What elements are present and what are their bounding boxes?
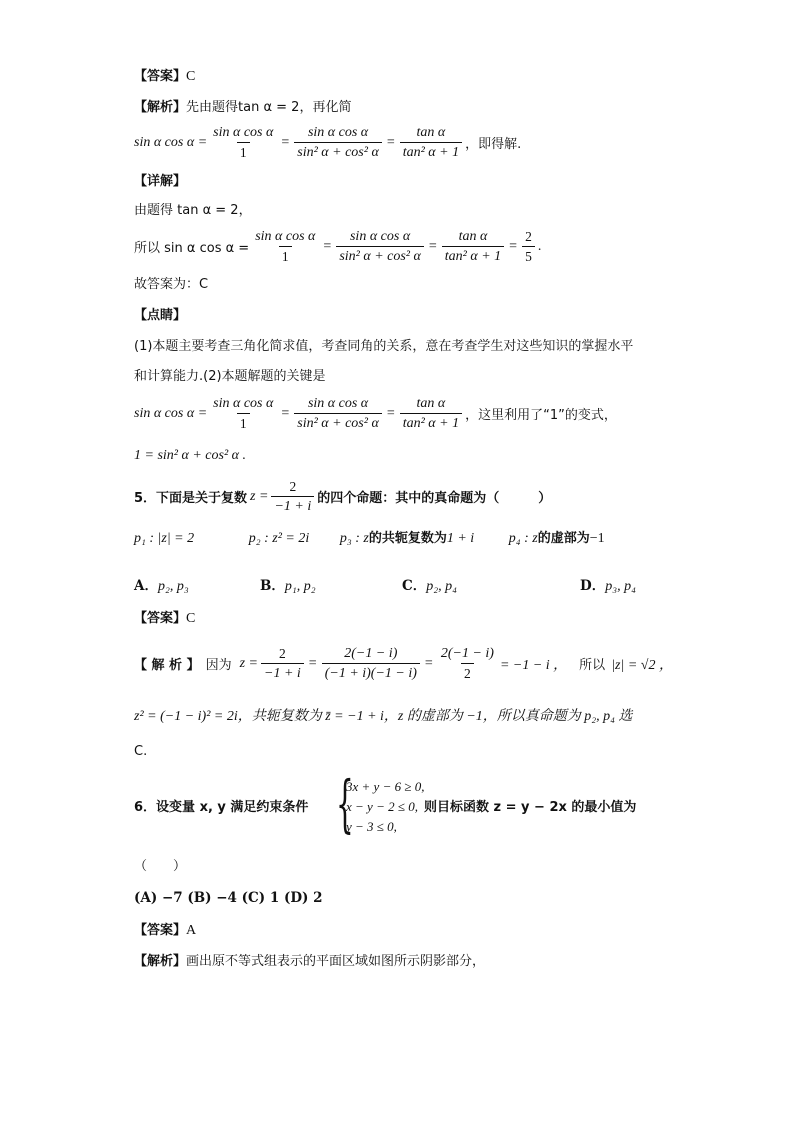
proposition-p2: p₂ : z² = 2i [248, 531, 310, 546]
q4-final-answer: 故答案为：C [134, 277, 209, 292]
q5-analysis-line2: z² = (−1 − i)² = 2i，共轭复数为 z̄ = −1 + i，z 的虚部为 −1，所以真命题为 p₂, p₄ 选 [134, 709, 633, 724]
detail-label: 【详解】 [134, 174, 187, 189]
fraction: $\frac{\text{sin α cos α}}{\text{sin² α + cos² α}}$ [336, 228, 424, 265]
q4-simplify-equation: sin α cos α = $\frac{\text{sin α cos α}}{1}$ = $\frac{\text{sin α cos α}}{\text{sin² α + cos² α}}$ = $\frac{\text{tan α}}{\text{tan² α + 1}}$ ，即得解. [134, 125, 522, 160]
q6-constraints: 3x + y − 6 ≥ 0, x − y − 2 ≤ 0, y − 3 ≤ 0, [346, 779, 425, 834]
fraction: $\frac{2(-1 - i)}{(-1 + i)(-1 - i)}$ [322, 645, 420, 682]
q5-analysis-equation: 【 解 析 】 因为 z = $\frac{2}{-1 + i}$ = $\frac{2(-1 - i)}{(-1 + i)(-1 - i)}$ = $\frac{2(-1 - i)}{2}$ = −1 − i ， 所以 |z| = √2 ， [134, 646, 673, 681]
eq-tail: ，即得解. [465, 137, 522, 152]
q6-analysis-line: 【解析】画出原不等式组表示的平面区域如图所示阴影部分， [134, 954, 486, 969]
answer-label: 【答案】 [134, 69, 187, 84]
q5-stem-prefix: 5．下面是关于复数 [134, 491, 248, 506]
q5-answer-line: 【答案】C [134, 611, 196, 626]
q6-choices: (A) −7 (B) −4 (C) 1 (D) 2 [134, 890, 323, 906]
q4-analysis-line [134, 98, 351, 117]
fraction: $\frac{\text{tan α}}{\text{tan² α + 1}}$ [400, 124, 462, 161]
fraction: $\frac{2}{-1 + i}$ [271, 478, 314, 515]
q6-answer-value: A [186, 923, 197, 938]
q4-detail-equation: 所以 sin α cos α = $\frac{\text{sin α cos α}}{1}$ = $\frac{\text{sin α cos α}}{\text{sin² α + cos² α}}$ = $\frac{\text{tan α}}{\text{tan² α + 1}}$ = $\frac{2}{5}$ . [134, 229, 542, 264]
q4-comment-heading [134, 306, 186, 325]
q5-propositions: p₁ : |z| = 2 p₂ : z² = 2i p₃ : z的共轭复数为1 + i p₄ : z的虚部为−1 [134, 531, 605, 546]
q6-answer-line: 【答案】A [134, 923, 197, 938]
proposition-p1: p₁ : |z| = 2 [134, 531, 195, 546]
fraction: $\frac{\text{tan α}}{\text{tan² α + 1}}$ [442, 228, 504, 265]
fraction: $\frac{\text{sin α cos α}}{\text{sin² α + cos² α}}$ [294, 124, 382, 161]
option-d[interactable]: D．p₃, p₄ [580, 578, 636, 594]
fraction: $\frac{\text{sin α cos α}}{1}$ [255, 229, 316, 264]
option-b[interactable]: B．p₁, p₂ [260, 578, 316, 594]
option-a[interactable]: A．p₂, p₃ [134, 578, 189, 594]
fraction: $\frac{\text{sin α cos α}}{1}$ [213, 396, 274, 431]
left-brace-icon: { [336, 767, 354, 840]
fraction: $\frac{2(-1 - i)}{2}$ [440, 646, 494, 681]
q6-stem-suffix: 则目标函数 z = y − 2x 的最小值为 [424, 800, 637, 815]
fraction: $\frac{2}{-1 + i}$ [261, 645, 304, 682]
q5-stem: 5．下面是关于复数 z = $\frac{2}{-1 + i}$ 的四个命题：其中的真命题为（ ） [134, 479, 552, 514]
q4-answer-line [134, 67, 195, 86]
fraction: $\frac{\text{tan α}}{\text{tan² α + 1}}$ [400, 395, 462, 432]
q5-answer-value: C [186, 611, 196, 626]
option-c[interactable]: C．p₂, p₄ [402, 578, 457, 594]
analysis-label: 【 解 析 】 [134, 658, 200, 673]
proposition-p3: p₃ : z [339, 531, 369, 546]
q6-analysis-text: 画出原不等式组表示的平面区域如图所示阴影部分， [186, 954, 486, 969]
eq-lhs: sin α cos α = [134, 134, 208, 150]
q4-answer-value: C [186, 69, 196, 84]
proposition-p4: p₄ : z [508, 531, 538, 546]
comment-label: 【点睛】 [134, 308, 187, 323]
q4-detail-line1: 由题得 tan α = 2， [134, 203, 252, 218]
fraction: $\frac{\text{sin α cos α}}{1}$ [213, 125, 274, 160]
q4-identity: 1 = sin² α + cos² α . [134, 448, 246, 463]
q6-stem-prefix: 6．设变量 x, y 满足约束条件 [134, 800, 309, 815]
analysis-label: 【解析】 [134, 100, 187, 115]
eq-prefix: 所以 sin α cos α = [134, 241, 250, 256]
q4-comment-equation: sin α cos α = $\frac{\text{sin α cos α}}{1}$ = $\frac{\text{sin α cos α}}{\text{sin² α + cos² α}}$ = $\frac{\text{tan α}}{\text{tan² α + 1}}$ ，这里利用了“1”的变式， [134, 396, 617, 431]
eq-tail: ，这里利用了“1”的变式， [465, 408, 617, 423]
fraction: $\frac{\text{sin α cos α}}{\text{sin² α + cos² α}}$ [294, 395, 382, 432]
result-fraction: $\frac{2}{5}$ [522, 228, 535, 265]
q6-paren: （ ） [134, 859, 187, 874]
q4-detail-heading [134, 172, 186, 191]
q4-comment-line1: (1)本题主要考查三角化简求值，考查同角的关系，意在考查学生对这些知识的掌握水平 [134, 339, 634, 354]
q5-stem-suffix: 的四个命题：其中的真命题为（ ） [317, 491, 552, 506]
q4-comment-line2: 和计算能力.(2)本题解题的关键是 [134, 369, 326, 384]
q4-analysis-text: 先由题得tan α = 2，再化简 [186, 100, 352, 115]
q5-analysis-line3: C. [134, 744, 148, 759]
